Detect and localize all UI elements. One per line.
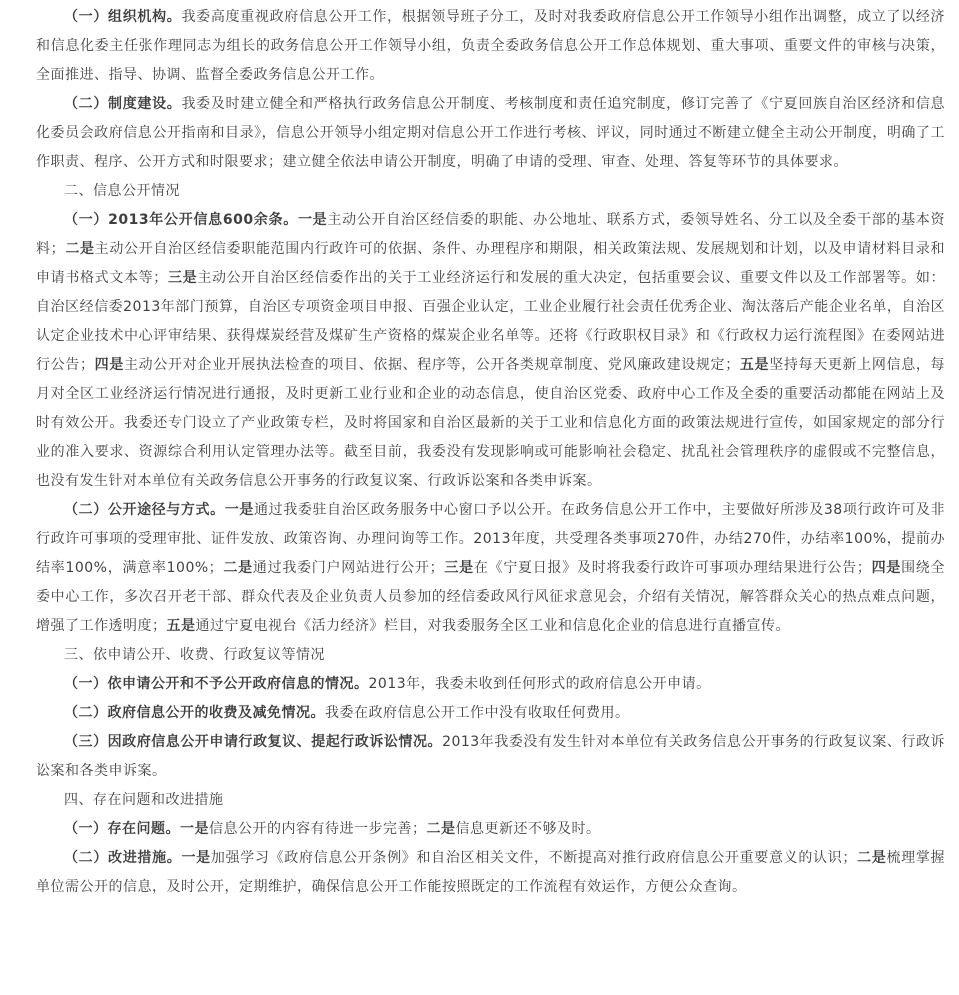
body-text: 我委及时建立健全和严格执行政务信息公开制度、考核制度和责任追究制度，修订完善了《宁夏回族自治区经济和信息化委员会政府信息公开指南和目录》，信息公开领导小组定期对信息公开工作进行考核、评议，同时通过不断建立健全主动公开制度，明确了工作职责、程序、公开方式和时限要求；建立健全依法申请公开制度，明确了申请的受理、审查、处理、答复等环节的具体要求。 — [36, 96, 946, 170]
body-text: 通过宁夏电视台《活力经济》栏目，对我委服务全区工业和信息化企业的信息进行直播宣传。 — [195, 618, 790, 634]
bold-text: 一是 — [297, 212, 328, 228]
body-text: 四、存在问题和改进措施 — [64, 792, 224, 808]
bold-text: （一）存在问题。 — [64, 821, 180, 837]
body-text: 通过我委驻自治区政务服务中心窗口予以公开。在政务信息公开工作中，主要做好所涉及38项行政许可及非行政许可事项的受理审批、证件发放、政策咨询、办理问询等工作。2013年度，共受理各类事项270件，办结270件，办结率100%，提前办结率100%，满意率100%； — [36, 502, 946, 576]
bold-text: （二）公开途径与方式。 — [64, 502, 225, 518]
bold-text: 一是 — [181, 850, 211, 866]
bold-text: 三是 — [444, 560, 474, 576]
bold-text: （一）2013年公开信息600余条。 — [64, 212, 298, 228]
bold-text: 四是 — [94, 357, 124, 373]
bold-text: 三是 — [167, 270, 198, 286]
para-application-disclosure — [36, 670, 945, 699]
body-text: 梳理掌握单位需公开的信息，及时公开，定期维护，确保信息公开工作能按照既定的工作流程有效运作，方便公众查询。 — [36, 850, 946, 895]
bold-text: （三）因政府信息公开申请行政复议、提起行政诉讼情况。 — [64, 734, 443, 750]
body-text: 在《宁夏日报》及时将我委行政许可事项办理结果进行公告； — [473, 560, 872, 576]
body-text: 2013年，我委未收到任何形式的政府信息公开申请。 — [368, 676, 711, 692]
para-system-building — [36, 90, 945, 177]
body-text: 二、信息公开情况 — [64, 183, 180, 199]
para-org-structure — [36, 3, 945, 90]
body-text: 我委在政府信息公开工作中没有收取任何费用。 — [325, 705, 630, 721]
body-text: 我委高度重视政府信息公开工作，根据领导班子分工，及时对我委政府信息公开工作领导小组作出调整，成立了以经济和信息化委主任张作理同志为组长的政务信息公开工作领导小组，负责全委政务信息公开工作总体规划、重大事项、重要文件的审核与决策，全面推进、指导、协调、监督全委政务信息公开工作。 — [36, 9, 946, 83]
body-text: 通过我委门户网站进行公开； — [252, 560, 445, 576]
body-text: 围绕全委中心工作，多次召开老干部、群众代表及企业负责人员参加的经信委政风行风征求意见会，介绍有关情况，解答群众关心的热点难点问题，增强了工作透明度； — [36, 560, 946, 634]
body-text: 加强学习《政府信息公开条例》和自治区相关文件，不断提高对推行政府信息公开重要意义的认识； — [210, 850, 857, 866]
heading-section-2 — [36, 177, 945, 206]
body-text: 信息更新还不够及时。 — [455, 821, 601, 837]
bold-text: 五是 — [166, 618, 196, 634]
body-text: 2013年我委没有发生针对本单位有关政务信息公开事务的行政复议案、行政诉讼案和各类申诉案。 — [36, 734, 945, 779]
bold-text: （一）依申请公开和不予公开政府信息的情况。 — [64, 676, 369, 692]
bold-text: （一）组织机构。 — [64, 9, 182, 25]
body-text: 主动公开自治区经信委的职能、办公地址、联系方式，委领导姓名、分工以及全委干部的基本资料； — [36, 212, 945, 257]
bold-text: 二是 — [223, 560, 253, 576]
para-problems — [36, 815, 945, 844]
body-text: 三、依申请公开、收费、行政复议等情况 — [64, 647, 325, 663]
heading-section-4 — [36, 786, 945, 815]
para-info-published — [36, 206, 945, 496]
bold-text: （二）改进措施。 — [64, 850, 182, 866]
para-admin-review — [36, 728, 945, 786]
bold-text: 二是 — [65, 241, 95, 257]
bold-text: 五是 — [739, 357, 770, 373]
para-improvements — [36, 844, 945, 902]
bold-text: （二）政府信息公开的收费及减免情况。 — [64, 705, 325, 721]
body-text: 坚持每天更新上网信息，每月对全区工业经济运行情况进行通报，及时更新工业行业和企业的动态信息，使自治区党委、政府中心工作及全委的重要活动都能在网站上及时有效公开。我委还专门设立了产业政策专栏，及时将国家和自治区最新的关于工业和信息化方面的政策法规进行宣传，如国家规定的部分行业的准入要求、资源综合利用认定管理办法等。截至目前，我委没有发现影响或可能影响社会稳定、扰乱社会管理秩序的虚假或不完整信息，也没有发生针对本单位有关政务信息公开事务的行政复议案、行政诉讼案和各类申诉案。 — [36, 357, 946, 489]
bold-text: 二是 — [856, 850, 887, 866]
bold-text: 二是 — [426, 821, 456, 837]
body-text: 主动公开自治区经信委作出的关于工业经济运行和发展的重大决定，包括重要会议、重要文件以及工作部署等。如：自治区经信委2013年部门预算，自治区专项资金项目申报、百强企业认定，工业企业履行社会责任优秀企业、淘汰落后产能企业名单，自治区认定企业技术中心评审结果、获得煤炭经营及煤矿生产资格的煤炭企业名单等。还将《行政职权目录》和《行政权力运行流程图》在委网站进行公告； — [36, 270, 946, 373]
bold-text: 四是 — [871, 560, 902, 576]
body-text: 主动公开自治区经信委职能范围内行政许可的依据、条件、办理程序和期限，相关政策法规、发展规划和计划，以及申请材料目录和申请书格式文本等； — [36, 241, 946, 286]
body-text: 主动公开对企业开展执法检查的项目、依据、程序等，公开各类规章制度、党风廉政建设规定； — [124, 357, 740, 373]
bold-text: （二）制度建设。 — [64, 96, 182, 112]
heading-section-3 — [36, 641, 945, 670]
body-text: 信息公开的内容有待进一步完善； — [209, 821, 427, 837]
bold-text: 一是 — [224, 502, 254, 518]
para-channels-methods — [36, 496, 945, 641]
para-fees — [36, 699, 945, 728]
bold-text: 一是 — [180, 821, 209, 837]
